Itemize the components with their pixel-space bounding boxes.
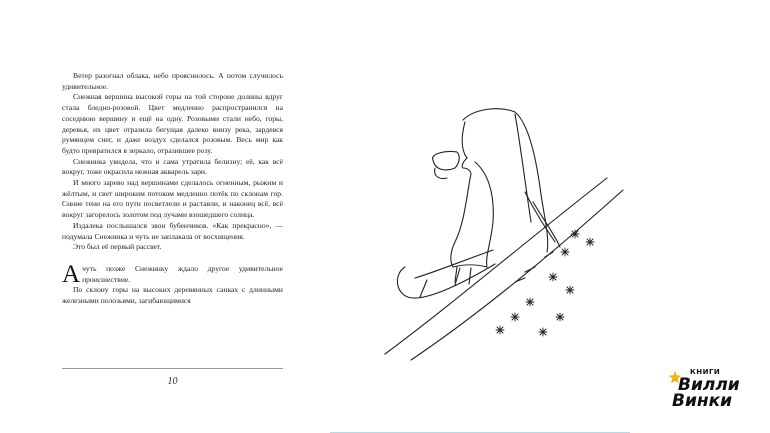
paragraph-4: И много зарево над вершинами сделалось огненным, рыжим и жёлтым, и свет широким потоком медленно потёк по склонам гор. Синие тени на его пути посветлели и растаяли, и наконец всё, всё вокруг загорелось золотом под лучами взошедшего солнца. (62, 178, 283, 220)
publisher-logo[interactable] (668, 368, 758, 418)
dropcap-paragraph-text: чуть позже Снежинку ждало другое удивительное происшествие. (82, 263, 283, 284)
sled-girl-illustration (375, 92, 640, 364)
drop-cap: А (62, 260, 81, 288)
paragraph-3: Снежинка увидела, что и сама утратила белизну; её, как всё вокруг, тоже окрасила нежная акварель зари. (62, 156, 283, 177)
folio-divider (62, 368, 283, 369)
paragraph-5: Издалека послышался звон бубенчиков. «Как прекрасно», — подумала Снежинка и чуть не заплакала от восхищения. (62, 220, 283, 241)
dropcap-paragraph (62, 260, 283, 288)
paragraph-last: По склону горы на высоких деревянных санках с длинными железными полозьями, загибающимися (62, 285, 283, 306)
logo-winky: Винки (672, 391, 733, 411)
page-number: 10 (167, 376, 178, 387)
paragraph-6: Это был её первый рассвет. (73, 242, 162, 252)
logo-willy: Вилли (678, 375, 740, 395)
logo-books-label: КНИГИ (690, 368, 721, 376)
paragraph-1: Ветер разогнал облака, небо прояснилось. А потом случилось удивительное. (62, 71, 283, 91)
paragraph-2: Снежная вершина высокой горы на той стороне долины вдруг стала бледно-розовой. Цвет медленно распространился на соседнюю вершину и ещё на одну. Розовыми стали небо, горы, деревья, их цвет отразила бегущая далеко внизу река, зардевся румянцем снег, и даже воздух сделался розовым. Весь мир как будто превратился в зеркало, отразившее розу. (62, 92, 283, 155)
story-text (62, 71, 283, 307)
